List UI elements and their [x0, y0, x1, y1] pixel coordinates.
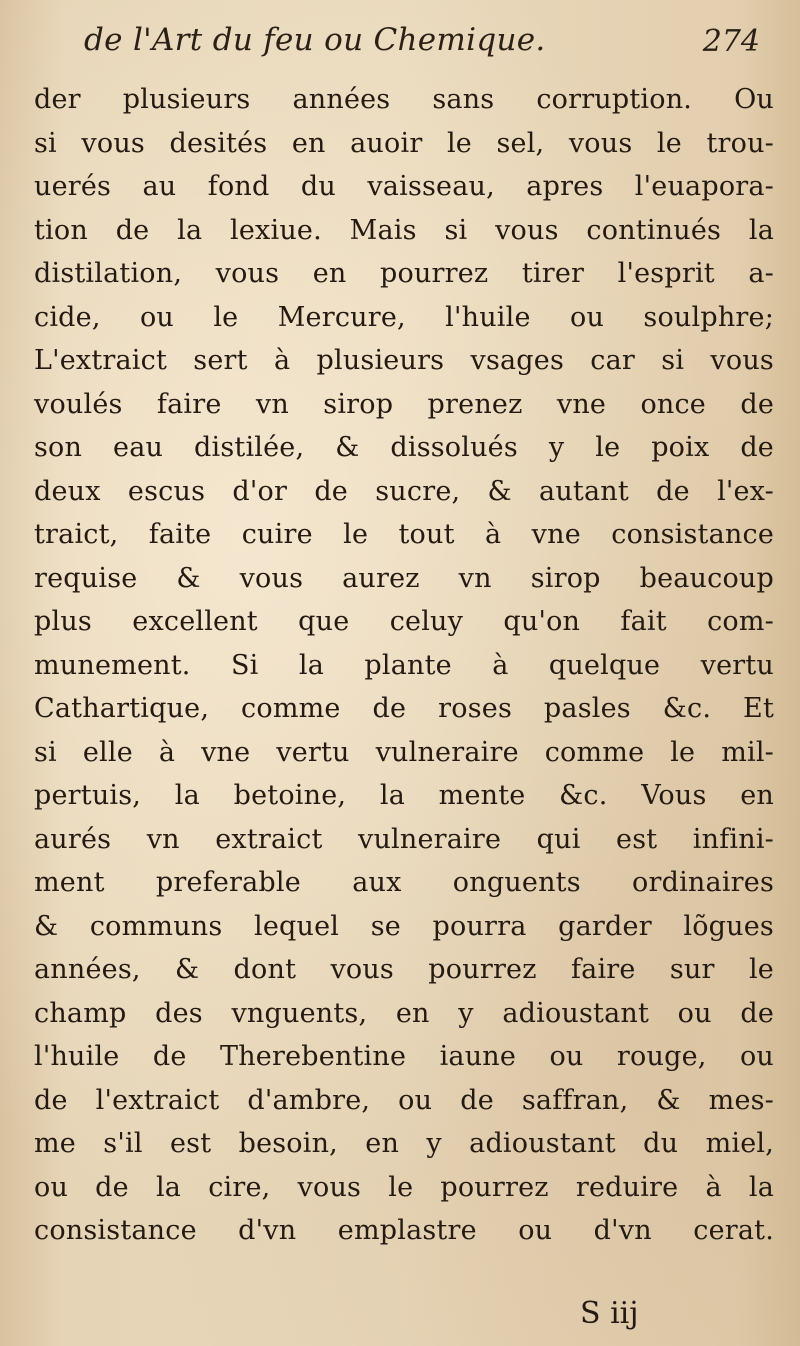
text-line: Cathartique, comme de roses pasles &c. Et	[34, 693, 774, 724]
text-line: cide, ou le Mercure, l'huile ou soulphre;	[34, 301, 774, 333]
text-line: munement. Si la plante à quelque vertu	[34, 649, 774, 681]
text-line: pertuis, la betoine, la mente &c. Vous en	[34, 780, 774, 811]
text-line: der plusieurs années sans corruption. Ou	[34, 84, 774, 115]
text-line: voulés faire vn sirop prenez vne once de	[34, 388, 774, 420]
text-line: son eau distilée, & dissolués y le poix de	[34, 432, 774, 463]
text-line: tion de la lexiue. Mais si vous continués la	[34, 214, 774, 246]
text-line: si elle à vne vertu vulneraire comme le mil-	[34, 736, 774, 768]
text-line: de l'extraict d'ambre, ou de saffran, & mes-	[34, 1084, 774, 1116]
text-line: l'huile de Therebentine iaune ou rouge, ou	[34, 1041, 774, 1072]
text-line: consistance d'vn emplastre ou d'vn cerat.	[34, 1215, 774, 1246]
signature-mark: S iij	[580, 1296, 639, 1331]
text-line: ment preferable aux onguents ordinaires	[34, 867, 774, 898]
text-line: aurés vn extraict vulneraire qui est infini-	[34, 823, 774, 855]
text-line: champ des vnguents, en y adioustant ou de	[34, 997, 774, 1029]
text-line: ou de la cire, vous le pourrez reduire à la	[34, 1171, 774, 1203]
text-line: distilation, vous en pourrez tirer l'esprit a-	[34, 258, 774, 289]
text-line: deux escus d'or de sucre, & autant de l'ex-	[34, 475, 774, 507]
body-text	[34, 78, 774, 1253]
text-line: uerés au fond du vaisseau, apres l'euapora-	[34, 171, 774, 202]
page-number: 274	[702, 24, 760, 59]
text-line: plus excellent que celuy qu'on fait com-	[34, 606, 774, 637]
running-head: de l'Art du feu ou Chemique.	[84, 22, 546, 58]
text-line: me s'il est besoin, en y adioustant du miel,	[34, 1128, 774, 1159]
text-line: L'extraict sert à plusieurs vsages car si vous	[34, 345, 774, 376]
text-line: & communs lequel se pourra garder lõgues	[34, 910, 774, 942]
text-line: traict, faite cuire le tout à vne consistance	[34, 519, 774, 550]
text-line: si vous desités en auoir le sel, vous le trou-	[34, 127, 774, 159]
text-line: années, & dont vous pourrez faire sur le	[34, 954, 774, 985]
text-line: requise & vous aurez vn sirop beaucoup	[34, 562, 774, 594]
